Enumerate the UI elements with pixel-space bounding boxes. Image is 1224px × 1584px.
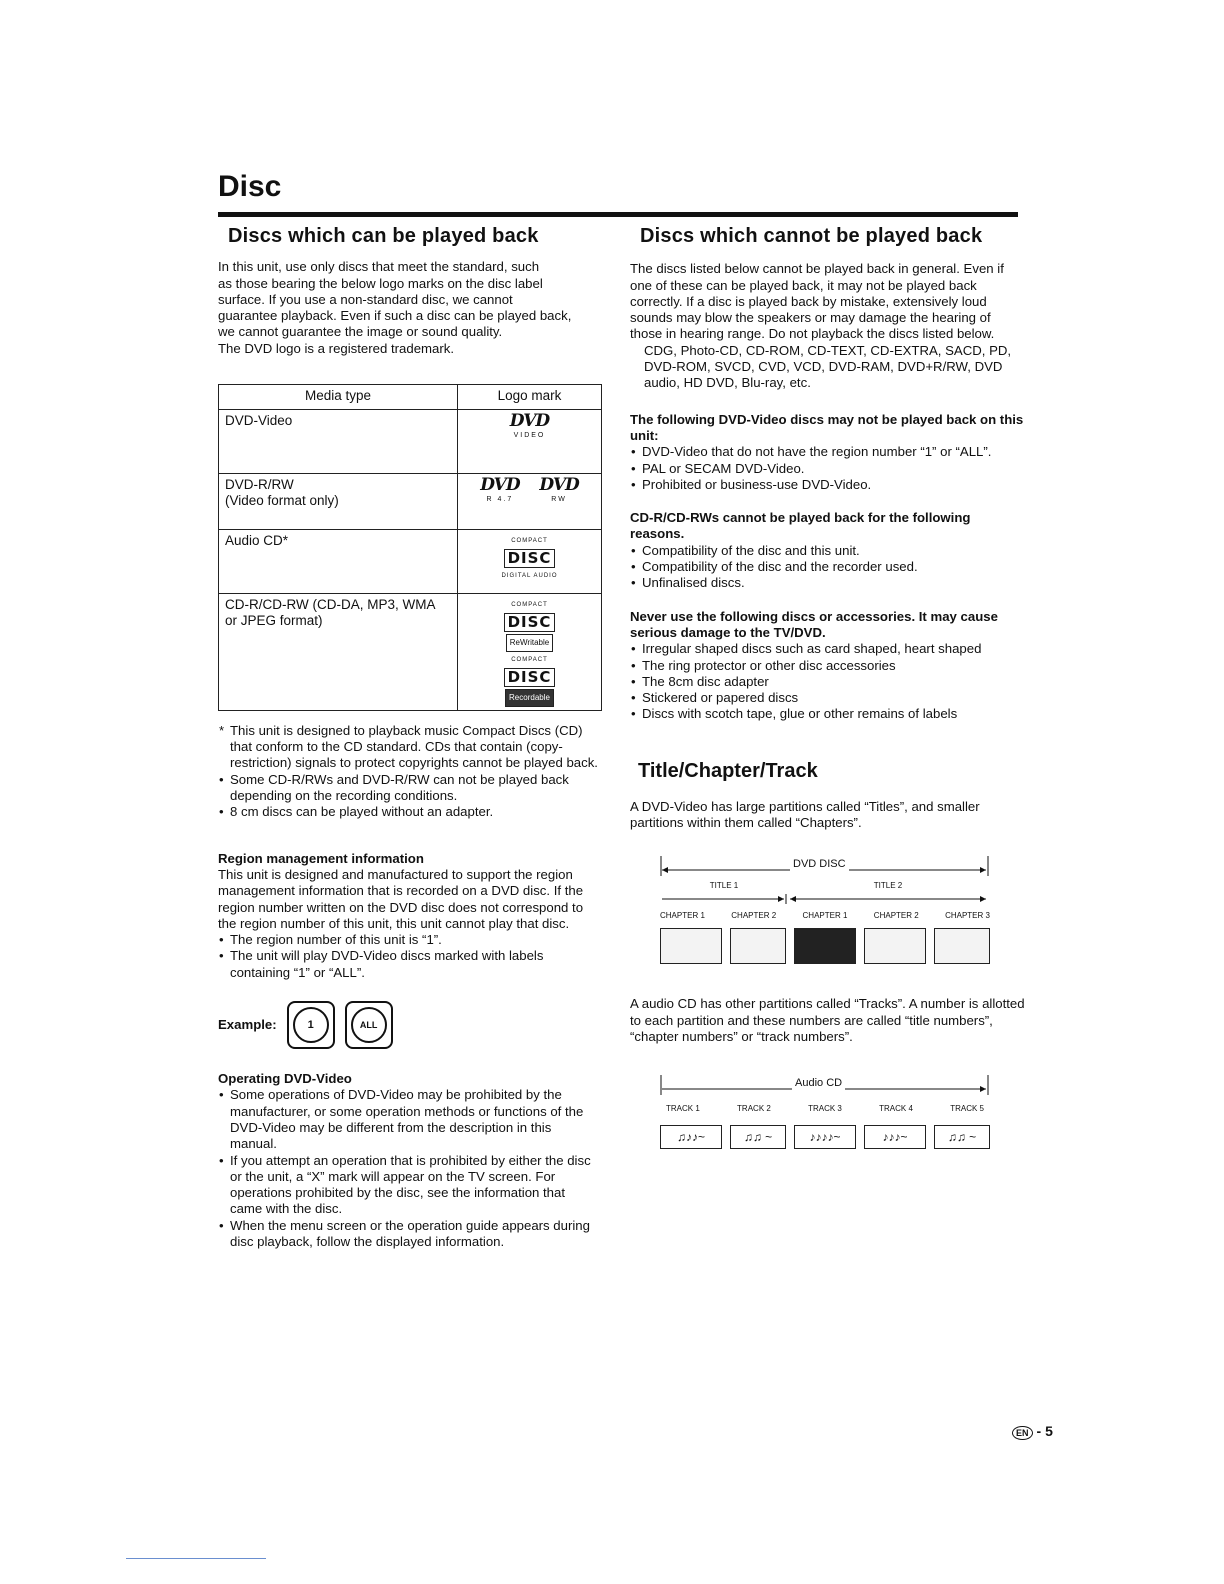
col-media-type: Media type [219,385,458,410]
heading-not-playable: Discs which cannot be played back [640,225,983,247]
list-item: • Compatibility of the disc and the recorder used. [630,559,1025,575]
operating-bullets [218,1087,596,1250]
dvd-r-rw-logo: DVD R 4.7 DVD RW [458,474,602,530]
chapter-label: CHAPTER 2 [731,910,777,920]
heading-playable: Discs which can be played back [228,225,539,247]
region-1-icon: 1 [287,1001,335,1049]
audio-cd-text: A audio CD has other partitions called “Tracks”. A number is allotted to each partition and these numbers are called “title numbers”, “chapter numbers” or “track numbers”. [630,996,1025,1044]
region-text: This unit is designed and manufactured to support the region management information that is recorded on a DVD disc. If the region number written on the DVD disc does not correspond to the region number of this unit, this unit cannot play that disc. [218,866,584,931]
operating-heading: Operating DVD-Video [218,1071,352,1087]
list-item: • 8 cm discs can be played without an adapter. [218,804,602,820]
title-arrows [660,894,990,904]
list-item: * This unit is designed to playback music Compact Discs (CD) that conform to the CD standard. CDs that contain (copy-restriction) signals to protect copyrights cannot be played back. [218,723,602,772]
track-label: TRACK 5 [950,1104,984,1114]
table-row: DVD-R/RW (Video format only) DVD R 4.7 DVD RW [219,474,602,530]
cdr-bullets [630,543,1025,592]
chapter-label: CHAPTER 1 [802,910,848,920]
dvd-restrict-bullets [630,444,1025,493]
chapter-label: CHAPTER 1 [660,910,705,920]
music-notes-icon: ♪♪♪~ [864,1125,926,1149]
not-playable-intro: The discs listed below cannot be played back in general. Even if one of these can be played back, it may not be played back correctly. If a disc is played back by mistake, extensively loud sounds may blow the speakers or may damage the hearing of those in hearing range. Do not playback the discs listed below. [630,261,1004,342]
page-title: Disc [218,170,282,203]
media-table [218,384,602,711]
list-item: • Compatibility of the disc and this unit. [630,543,1025,559]
audio-cd-label: Audio CD [792,1075,845,1091]
chapter-label: CHAPTER 3 [945,910,990,920]
list-item: • Prohibited or business-use DVD-Video. [630,477,1025,493]
compact-disc-audio-logo: COMPACT DISC DIGITAL AUDIO [458,530,602,594]
table-row: DVD-Video DVD VIDEO [219,410,602,474]
chapter-thumbnail [934,928,990,964]
language-badge: EN [1012,1426,1033,1440]
list-item: • Some CD-R/RWs and DVD-R/RW can not be played back depending on the recording conditions. [218,772,602,805]
dvd-restrict-heading: The following DVD-Video discs may not be played back on this unit: [630,411,1024,443]
title-rule [218,212,1018,217]
chapter-thumbnails [660,928,990,964]
list-item: • Irregular shaped discs such as card shaped, heart shaped [630,641,1025,657]
list-item: • Stickered or papered discs [630,690,1025,706]
dvd-structure-diagram [660,856,990,965]
col-logo-mark: Logo mark [458,385,602,410]
track-label: TRACK 4 [879,1104,913,1114]
left-column [218,225,608,1250]
music-notes-icon: ♫♫ ~ [934,1125,990,1149]
list-item: • The region number of this unit is “1”. [218,932,602,948]
audio-cd-diagram [660,1075,990,1149]
list-item: • If you attempt an operation that is prohibited by either the disc or the unit, a “X” mark will appear on the TV screen. For operations prohibited by the disc, see the information that came with the disc. [218,1153,596,1218]
cdr-heading: CD-R/CD-RWs cannot be played back for the following reasons. [630,510,971,542]
dvd-disc-label: DVD DISC [790,856,849,872]
music-notes-icon: ♫♫ ~ [730,1125,786,1149]
dvd-video-logo: DVD VIDEO [458,410,602,474]
list-item: • Discs with scotch tape, glue or other remains of labels [630,706,1025,722]
list-item: • The unit will play DVD-Video discs marked with labels containing “1” or “ALL”. [218,948,602,981]
table-row: Audio CD* COMPACT DISC DIGITAL AUDIO [219,530,602,594]
chapter-thumbnail [660,928,722,964]
list-item: • The 8cm disc adapter [630,674,1025,690]
never-use-heading: Never use the following discs or accessories. It may cause serious damage to the TV/DVD. [630,608,998,640]
chapter-thumbnail [730,928,786,964]
list-item: • Unfinalised discs. [630,575,1025,591]
list-item: • When the menu screen or the operation guide appears during disc playback, follow the displayed information. [218,1218,596,1251]
chapter-label: CHAPTER 2 [873,910,919,920]
region-bullets [218,932,602,981]
track-label: TRACK 3 [808,1104,842,1114]
track-label: TRACK 1 [666,1104,700,1114]
right-column [630,225,1025,1149]
region-heading: Region management information [218,850,424,866]
title-chapter-track-heading: Title/Chapter/Track [638,759,818,782]
track-label: TRACK 2 [737,1104,771,1114]
chapter-thumbnail [864,928,926,964]
playable-intro: In this unit, use only discs that meet the standard, such as those bearing the below logo marks on the disc label surface. If you use a non-standard disc, we cannot guarantee playback. Even if such a disc can be played back, we cannot guarantee the image or sound quality. The DVD logo is a registered trademark. [218,259,572,356]
chapter-thumbnail [794,928,856,964]
region-all-icon: ALL [345,1001,393,1049]
playable-bullets [218,772,602,821]
tct-text: A DVD-Video has large partitions called “Titles”, and smaller partitions within them called “Chapters”. [630,799,980,831]
cd-r-rw-logo: COMPACT DISC ReWritable COMPACT DISC Recordable [458,594,602,711]
table-row: CD-R/CD-RW (CD-DA, MP3, WMA or JPEG format) COMPACT DISC ReWritable COMPACT DISC Recordable [219,594,602,711]
region-example: Example: 1 ALL [218,1001,608,1049]
list-item: • Some operations of DVD-Video may be prohibited by the manufacturer, or some operation methods or functions of the DVD-Video may be different from the description in this manual. [218,1087,596,1152]
title-1-label: TITLE 1 [709,880,739,890]
list-item: • DVD-Video that do not have the region number “1” or “ALL”. [630,444,1025,460]
table-notes [218,723,602,772]
title-2-label: TITLE 2 [873,880,903,890]
not-playable-disc-list: CDG, Photo-CD, CD-ROM, CD-TEXT, CD-EXTRA, SACD, PD, DVD-ROM, SVCD, CVD, VCD, DVD-RAM, DVD+R/RW, DVD audio, HD DVD, Blu-ray, etc. [644,342,1012,391]
never-use-bullets [630,641,1025,722]
track-thumbnails [660,1125,990,1149]
list-item: • The ring protector or other disc accessories [630,658,1025,674]
page-number: EN - 5 [1012,1423,1053,1440]
music-notes-icon: ♫♪♪~ [660,1125,722,1149]
footer-rule [126,1558,266,1559]
list-item: • PAL or SECAM DVD-Video. [630,461,1025,477]
music-notes-icon: ♪♪♪♪~ [794,1125,856,1149]
